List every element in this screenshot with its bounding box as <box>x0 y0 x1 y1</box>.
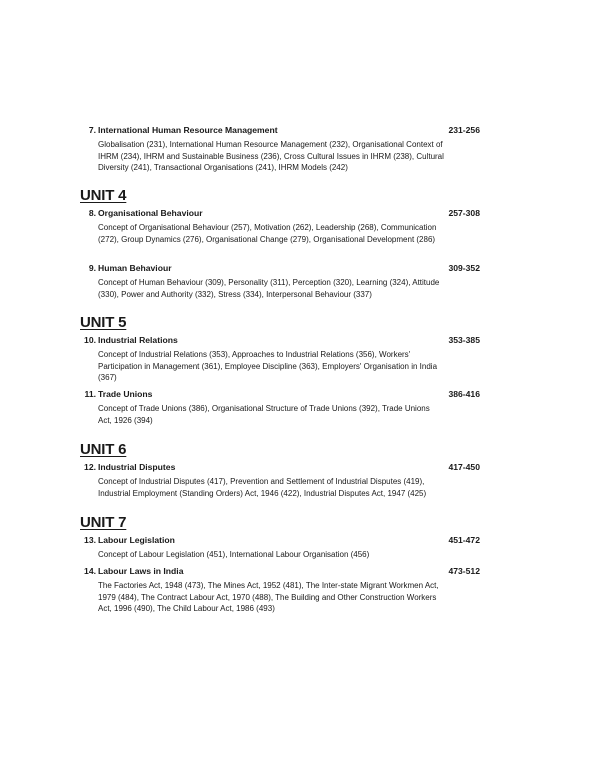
chapter-title: Organisational Behaviour <box>98 208 203 218</box>
chapter-topics: The Factories Act, 1948 (473), The Mines Act, 1952 (481), The Inter-state Migrant Workmen Act, 1979 (484), The Contract Labour Act, 1970 (488), The Building and Other Construction Workers Act, 1996 (490), The Child Labour Act, 1986 (493) <box>98 581 439 614</box>
page-range: 451-472 <box>448 535 480 545</box>
chapter-topics: Concept of Industrial Disputes (417), Prevention and Settlement of Industrial Disputes (419), Industrial Employment (Standing Orders) Act, 1946 (422), Industrial Disputes Act, 1947 (425) <box>98 477 427 498</box>
unit-heading-5: UNIT 5 <box>80 314 127 331</box>
toc-entry-heading <box>82 565 480 578</box>
unit-heading-4: UNIT 4 <box>80 187 127 204</box>
page-range: 309-352 <box>448 263 480 273</box>
chapter-number: 7. <box>88 125 96 135</box>
toc-entry-heading <box>82 207 480 220</box>
chapter-number: 12. <box>84 462 96 472</box>
chapter-number: 9. <box>88 263 96 273</box>
toc-entry-heading <box>82 334 480 347</box>
toc-entry-chapter-14 <box>82 565 480 615</box>
chapter-topics: Concept of Organisational Behaviour (257), Motivation (262), Leadership (268), Communication (272), Group Dynamics (276), Organisational Change (279), Organisational Development (286) <box>98 223 437 244</box>
chapter-title: Labour Laws in India <box>98 566 184 576</box>
toc-entry-chapter-9 <box>82 262 480 300</box>
chapter-topics: Concept of Labour Legislation (451), International Labour Organisation (456) <box>98 550 370 559</box>
toc-entry-chapter-11 <box>82 388 480 426</box>
page-range: 353-385 <box>448 335 480 345</box>
chapter-number: 8. <box>88 208 96 218</box>
chapter-number: 10. <box>84 335 96 345</box>
chapter-topics: Globalisation (231), International Human Resource Management (232), Organisational Context of IHRM (234), IHRM and Sustainable Business (236), Cross Cultural Issues in IHRM (238), Cultural Diversity (241), Transactional Organisations (241), IHRM Models (242) <box>98 140 444 173</box>
page-range: 473-512 <box>448 566 480 576</box>
chapter-number: 13. <box>84 535 96 545</box>
toc-entry-heading <box>82 461 480 474</box>
chapter-title: Human Behaviour <box>98 263 172 273</box>
toc-entry-heading <box>82 388 480 401</box>
toc-entry-heading <box>82 124 480 137</box>
chapter-topics: Concept of Industrial Relations (353), Approaches to Industrial Relations (356), Workers' Participation in Management (361), Employee Discipline (363), Employers' Organisation in India (367) <box>98 350 438 383</box>
chapter-number: 14. <box>84 566 96 576</box>
chapter-number: 11. <box>84 389 96 399</box>
toc-entry-chapter-7 <box>82 124 480 174</box>
toc-entry-chapter-12 <box>82 461 480 499</box>
toc-entry-heading <box>82 534 480 547</box>
page-range: 386-416 <box>448 389 480 399</box>
page-range: 417-450 <box>448 462 480 472</box>
toc-entry-chapter-8 <box>82 207 480 245</box>
chapter-title: Industrial Disputes <box>98 462 176 472</box>
unit-heading-6: UNIT 6 <box>80 441 127 458</box>
chapter-title: Industrial Relations <box>98 335 178 345</box>
chapter-title: Labour Legislation <box>98 535 175 545</box>
chapter-topics: Concept of Human Behaviour (309), Personality (311), Perception (320), Learning (324), Attitude (330), Power and Authority (332), Stress (334), Interpersonal Behaviour (337) <box>98 278 440 299</box>
page-range: 257-308 <box>448 208 480 218</box>
toc-entry-heading <box>82 262 480 275</box>
chapter-title: International Human Resource Management <box>98 125 278 135</box>
page-range: 231-256 <box>448 125 480 135</box>
chapter-title: Trade Unions <box>98 389 153 399</box>
toc-entry-chapter-13 <box>82 534 480 561</box>
unit-heading-7: UNIT 7 <box>80 514 127 531</box>
toc-entry-chapter-10 <box>82 334 480 384</box>
chapter-topics: Concept of Trade Unions (386), Organisational Structure of Trade Unions (392), Trade Unions Act, 1926 (394) <box>98 404 430 425</box>
